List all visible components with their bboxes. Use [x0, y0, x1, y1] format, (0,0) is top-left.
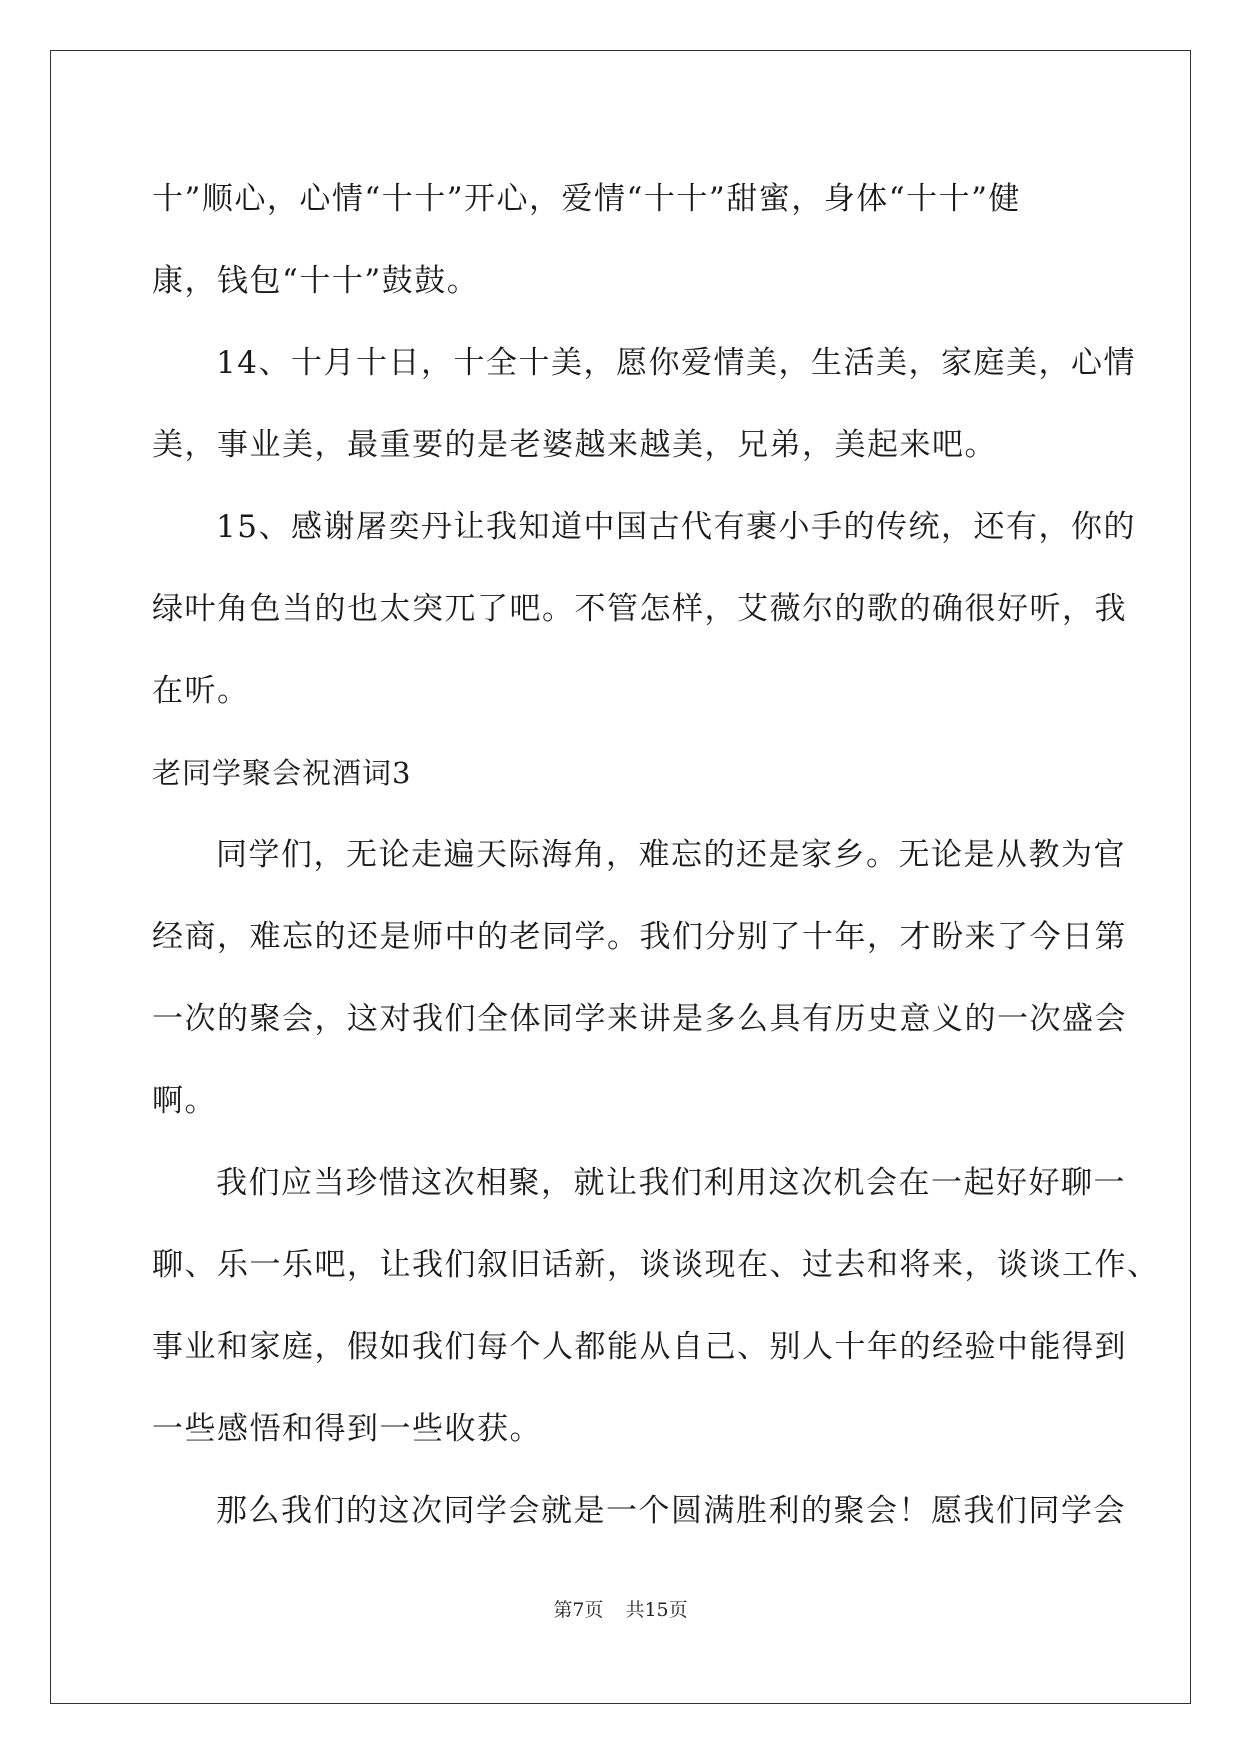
text-line: 美，事业美，最重要的是老婆越来越美，兄弟，美起来吧。: [152, 427, 997, 463]
text-line: 在听。: [152, 673, 250, 709]
text-line: 啊。: [152, 1083, 217, 1119]
paragraph-start-line: 我们应当珍惜这次相聚，就让我们利用这次机会在一起好好聊一: [216, 1165, 1126, 1201]
paragraph-start-line: 同学们，无论走遍天际海角，难忘的还是家乡。无论是从教为官: [216, 837, 1126, 873]
page-footer: [0, 1595, 1241, 1622]
paragraph-start-line: 那么我们的这次同学会就是一个圆满胜利的聚会！愿我们同学会: [216, 1493, 1126, 1529]
page-number: 第7页: [553, 1599, 604, 1621]
text-line: 绿叶角色当的也太突兀了吧。不管怎样，艾薇尔的歌的确很好听，我: [152, 591, 1127, 627]
paragraph-start-line: 15、感谢屠奕丹让我知道中国古代有裹小手的传统，还有，你的: [216, 509, 1136, 545]
text-line: 一次的聚会，这对我们全体同学来讲是多么具有历史意义的一次盛会: [152, 1001, 1127, 1037]
document-body: [152, 158, 1160, 1552]
text-line: 事业和家庭，假如我们每个人都能从自己、别人十年的经验中能得到: [152, 1329, 1127, 1365]
text-line: 一些感悟和得到一些收获。: [152, 1411, 542, 1447]
paragraph-start-line: 14、十月十日，十全十美，愿你爱情美，生活美，家庭美，心情: [216, 345, 1136, 381]
page-total: 共15页: [625, 1599, 688, 1621]
text-line: 十”顺心，心情“十十”开心，爱情“十十”甜蜜，身体“十十”健: [152, 181, 1021, 217]
text-line: 聊、乐一乐吧，让我们叙旧话新，谈谈现在、过去和将来，谈谈工作、: [152, 1247, 1160, 1283]
section-heading: 老同学聚会祝酒词3: [152, 756, 412, 790]
text-line: 经商，难忘的还是师中的老同学。我们分别了十年，才盼来了今日第: [152, 919, 1127, 955]
text-line: 康，钱包“十十”鼓鼓。: [152, 263, 480, 299]
